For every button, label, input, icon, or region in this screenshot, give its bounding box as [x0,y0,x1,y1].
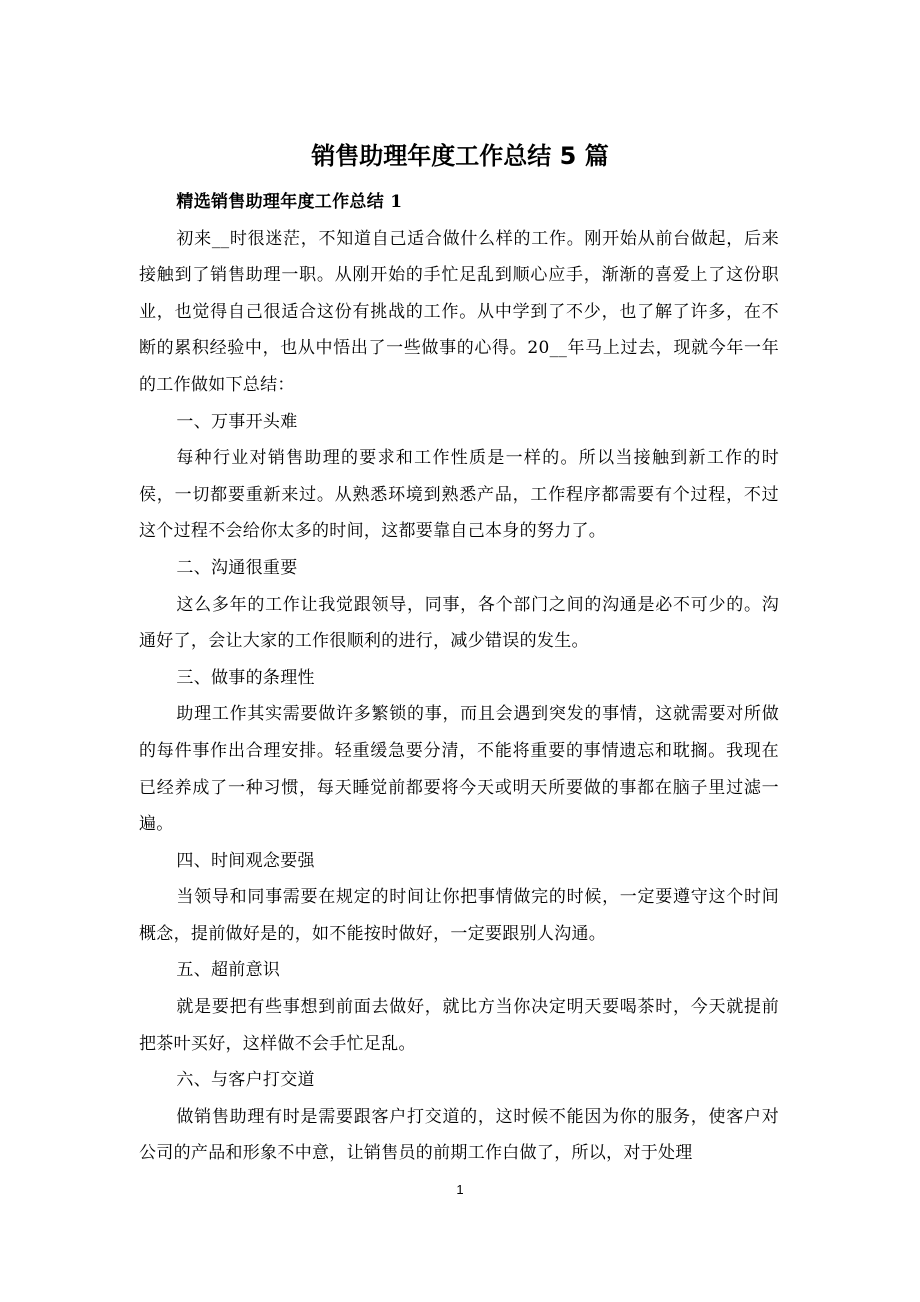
paragraph-2: 这么多年的工作让我觉跟领导，同事，各个部门之间的沟通是必不可少的。沟通好了，会让大家的工作很顺利的进行，减少错误的发生。 [139,594,779,652]
paragraph-5: 就是要把有些事想到前面去做好，就比方当你决定明天要喝茶时，今天就提前把茶叶买好，这样做不会手忙足乱。 [139,997,779,1054]
paragraph-intro: 初来__时很迷茫，不知道自己适合做什么样的工作。刚开始从前台做起，后来接触到了销售助理一职。从刚开始的手忙足乱到顺心应手，渐渐的喜爱上了这份职业，也觉得自己很适合这份有挑战的工作。从中学到了不少，也了解了许多，在不断的累积经验中，也从中悟出了一些做事的心得。20__年马上过去，现就今年一年的工作做如下总结： [139,228,779,395]
paragraph-6: 做销售助理有时是需要跟客户打交道的，这时候不能因为你的服务，使客户对公司的产品和形象不中意，让销售员的前期工作白做了，所以，对于处理 [139,1106,779,1164]
document-body [139,184,779,1172]
heading-3: 三、做事的条理性 [176,667,315,688]
heading-1: 一、万事开头难 [176,411,298,432]
paragraph-4: 当领导和同事需要在规定的时间让你把事情做完的时候，一定要遵守这个时间概念，提前做好是的，如不能按时做好，一定要跟别人沟通。 [139,887,779,944]
heading-5: 五、超前意识 [176,960,281,981]
document-title: 销售助理年度工作总结 5 篇 [311,142,609,170]
page-number: 1 [456,1182,464,1197]
section-subtitle: 精选销售助理年度工作总结 1 [176,192,403,212]
paragraph-3: 助理工作其实需要做许多繁锁的事，而且会遇到突发的事情，这就需要对所做的每件事作出合理安排。轻重缓急要分清，不能将重要的事情遗忘和耽搁。我现在已经养成了一种习惯，每天睡觉前都要将今天或明天所要做的事都在脑子里过滤一遍。 [139,704,779,835]
paragraph-1: 每种行业对销售助理的要求和工作性质是一样的。所以当接触到新工作的时侯，一切都要重新来过。从熟悉环境到熟悉产品，工作程序都需要有个过程，不过这个过程不会给你太多的时间，这都要靠自己本身的努力了。 [139,448,779,542]
heading-6: 六、与客户打交道 [176,1070,315,1091]
heading-2: 二、沟通很重要 [176,557,298,578]
heading-4: 四、时间观念要强 [176,850,315,871]
